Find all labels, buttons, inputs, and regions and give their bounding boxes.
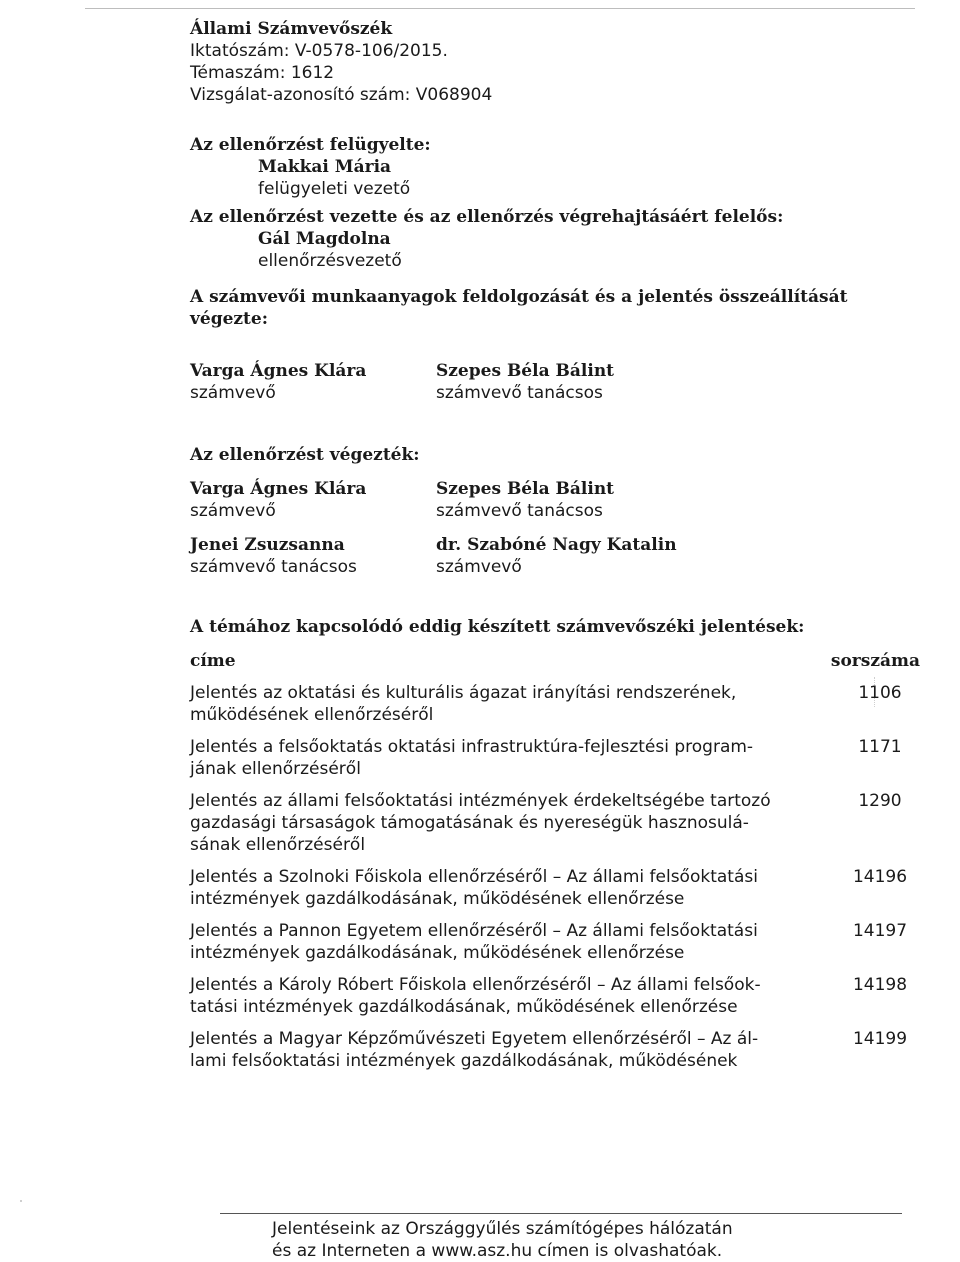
supervisor-section xyxy=(190,134,920,200)
person-block xyxy=(190,478,436,522)
report-title-line: Jelentés a Károly Róbert Főiskola ellenőrzéséről – Az állami felsőok- xyxy=(190,975,761,995)
person-block xyxy=(190,534,436,578)
report-title-line: Jelentés az állami felsőoktatási intézmények érdekeltségébe tartozó xyxy=(190,791,771,811)
person-block xyxy=(436,360,682,404)
report-number: 1171 xyxy=(858,737,902,757)
report-title-line: Jelentés a felsőoktatás oktatási infrastruktúra-fejlesztési program- xyxy=(190,737,754,757)
col-number-header: sorszáma xyxy=(830,651,920,671)
reports-table-header xyxy=(190,650,920,672)
report-row xyxy=(190,974,920,1018)
leader-role: ellenőrzésvezető xyxy=(258,251,402,271)
footer-rule xyxy=(220,1213,902,1214)
supervisor-role: felügyeleti vezető xyxy=(258,179,411,199)
report-row xyxy=(190,682,920,726)
report-title xyxy=(190,866,802,910)
processing-heading-line1: A számvevői munkaanyagok feldolgozását és a jelentés összeállítását xyxy=(190,287,848,307)
person-name: Varga Ágnes Klára xyxy=(190,479,367,499)
report-title-line: intézmények gazdálkodásának, működésének ellenőrzése xyxy=(190,889,685,909)
leader-name: Gál Magdolna xyxy=(258,229,391,249)
processing-people xyxy=(190,360,920,404)
report-title-line: intézmények gazdálkodásának, működésének ellenőrzése xyxy=(190,943,685,963)
person-name: Szepes Béla Bálint xyxy=(436,361,615,381)
report-title-line: lami felsőoktatási intézmények gazdálkodásának, működésének xyxy=(190,1051,738,1071)
report-title-line: sának ellenőrzéséről xyxy=(190,835,366,855)
person-name: Szepes Béla Bálint xyxy=(436,479,615,499)
auditors-heading: Az ellenőrzést végezték: xyxy=(190,445,420,465)
person-name: Varga Ágnes Klára xyxy=(190,361,367,381)
report-title xyxy=(190,920,802,964)
person-block xyxy=(436,478,682,522)
supervisor-name: Makkai Mária xyxy=(258,157,392,177)
person-block xyxy=(190,360,436,404)
report-title xyxy=(190,790,802,856)
report-title-line: gazdasági társaságok támogatásának és nyereségük hasznosulá- xyxy=(190,813,749,833)
person-role: számvevő tanácsos xyxy=(436,501,603,521)
person-role: számvevő tanácsos xyxy=(190,557,357,577)
footer-line-2: és az Interneten a www.asz.hu címen is olvashatóak. xyxy=(272,1241,723,1261)
processing-heading-line2: végezte: xyxy=(190,309,268,329)
report-number: 14198 xyxy=(852,975,908,995)
person-role: számvevő xyxy=(190,501,276,521)
report-title-line: jának ellenőrzéséről xyxy=(190,759,361,779)
report-row xyxy=(190,920,920,964)
report-title-line: tatási intézmények gazdálkodásának, működésének ellenőrzése xyxy=(190,997,738,1017)
leader-section xyxy=(190,206,920,272)
report-title-line: Jelentés a Szolnoki Főiskola ellenőrzéséről – Az állami felsőoktatási xyxy=(190,867,758,887)
auditors-row-1 xyxy=(190,478,920,522)
report-title xyxy=(190,682,802,726)
document-header xyxy=(190,18,920,106)
person-block xyxy=(436,534,682,578)
report-number: 14197 xyxy=(852,921,908,941)
person-name: Jenei Zsuzsanna xyxy=(190,535,345,555)
document-page xyxy=(190,18,920,1072)
report-number: 1290 xyxy=(858,791,902,811)
footer-line-1: Jelentéseink az Országgyűlés számítógépes hálózatán xyxy=(272,1219,733,1239)
report-row xyxy=(190,736,920,780)
topic-number: Témaszám: 1612 xyxy=(190,63,335,83)
report-title xyxy=(190,736,802,780)
audit-id: Vizsgálat-azonosító szám: V068904 xyxy=(190,85,493,105)
report-number: 14196 xyxy=(852,867,908,887)
auditors-row-2 xyxy=(190,534,920,578)
scan-speck xyxy=(20,1200,22,1202)
report-row xyxy=(190,790,920,856)
report-title-line: működésének ellenőrzéséről xyxy=(190,705,434,725)
person-role: számvevő xyxy=(436,557,522,577)
person-role: számvevő tanácsos xyxy=(436,383,603,403)
page-footer xyxy=(272,1218,832,1262)
file-number: Iktatószám: V-0578-106/2015. xyxy=(190,41,448,61)
processing-section xyxy=(190,286,920,404)
person-role: számvevő xyxy=(190,383,276,403)
report-title-line: Jelentés az oktatási és kulturális ágazat irányítási rendszerének, xyxy=(190,683,737,703)
report-title xyxy=(190,974,802,1018)
report-title xyxy=(190,1028,802,1072)
report-number: 14199 xyxy=(852,1029,908,1049)
report-row xyxy=(190,1028,920,1072)
leader-heading: Az ellenőrzést vezette és az ellenőrzés végrehajtásáért felelős: xyxy=(190,207,784,227)
report-row xyxy=(190,866,920,910)
top-rule xyxy=(85,8,915,9)
auditors-section xyxy=(190,444,920,578)
organization-name: Állami Számvevőszék xyxy=(190,19,393,39)
person-name: dr. Szabóné Nagy Katalin xyxy=(436,535,677,555)
reports-list xyxy=(190,682,920,1072)
reports-section xyxy=(190,616,920,1072)
supervisor-heading: Az ellenőrzést felügyelte: xyxy=(190,135,431,155)
reports-heading: A témához kapcsolódó eddig készített számvevőszéki jelentések: xyxy=(190,617,805,637)
report-number: 1106 xyxy=(858,683,902,703)
col-title-header: címe xyxy=(190,651,236,671)
report-title-line: Jelentés a Magyar Képzőművészeti Egyetem ellenőrzéséről – Az ál- xyxy=(190,1029,759,1049)
report-title-line: Jelentés a Pannon Egyetem ellenőrzéséről – Az állami felsőoktatási xyxy=(190,921,758,941)
